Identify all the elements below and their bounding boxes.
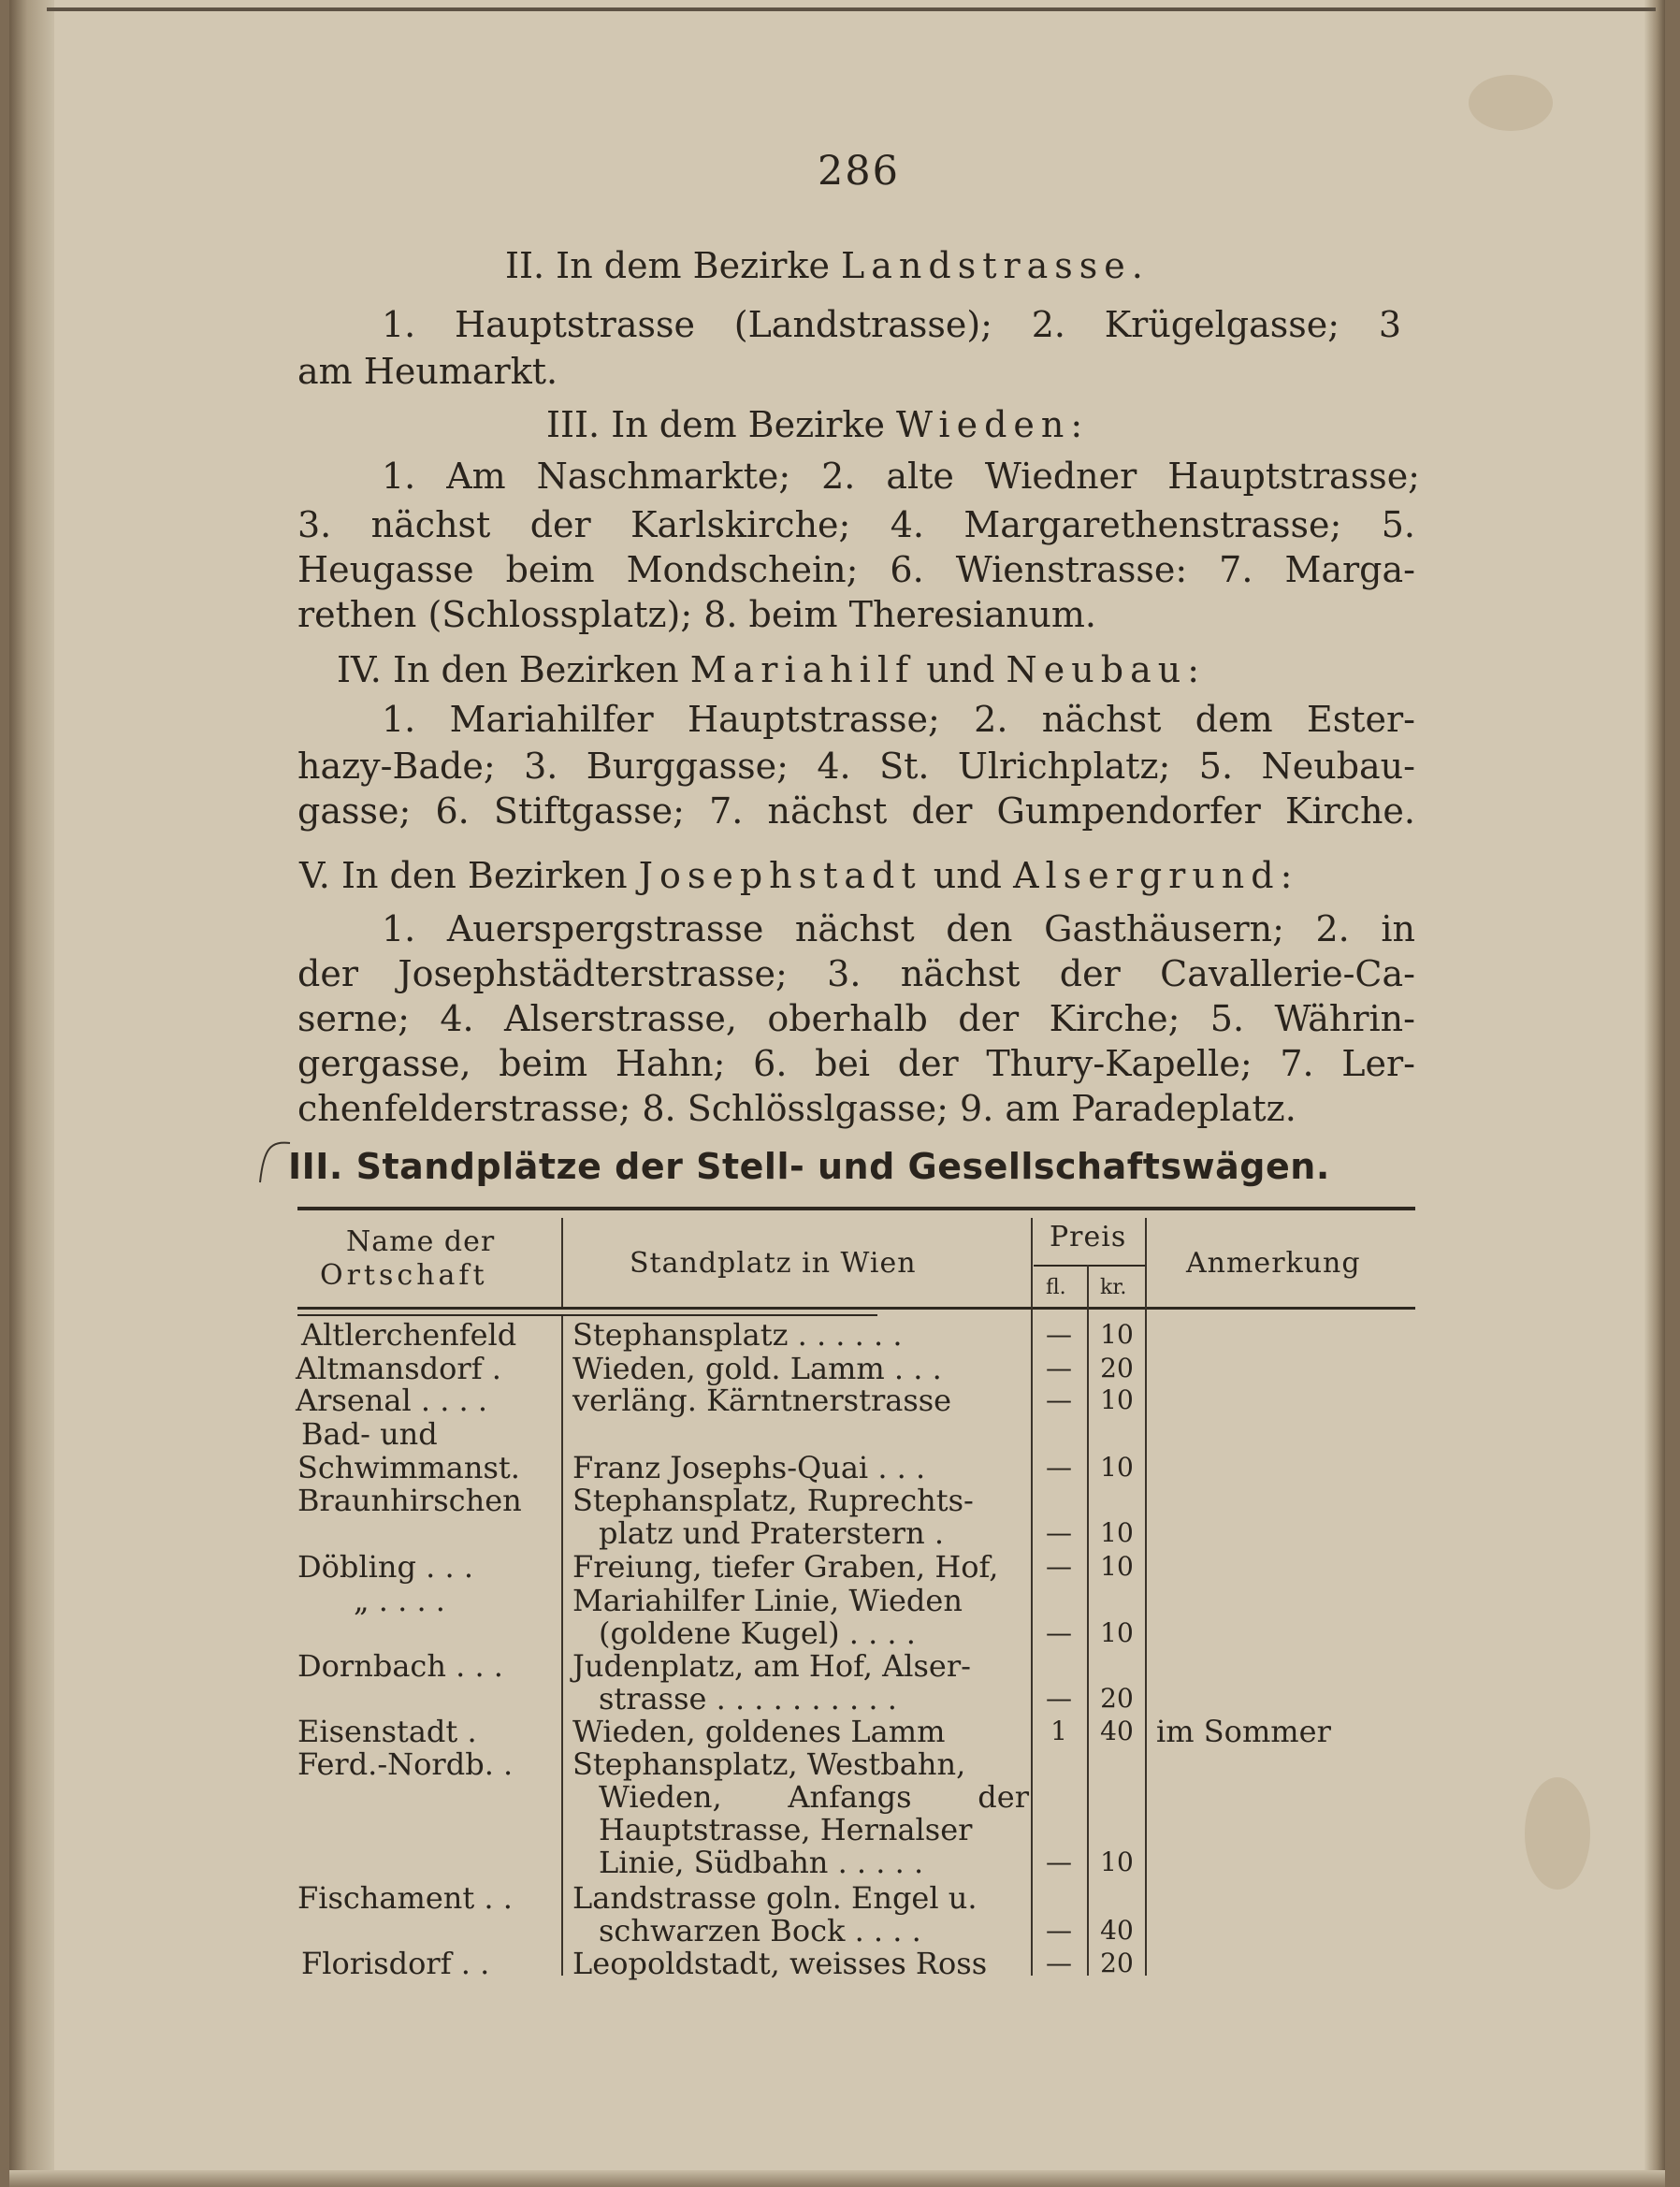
row-kr: 20 bbox=[1100, 1353, 1134, 1383]
text-line: serne; 4. Alserstrasse, oberhalb der Kirche; 5. Währin- bbox=[297, 998, 1415, 1039]
row-fl: — bbox=[1046, 1384, 1072, 1415]
row-name: Dornbach . . . bbox=[297, 1648, 503, 1684]
row-fl: — bbox=[1046, 1847, 1072, 1877]
preis-subrule bbox=[1034, 1265, 1146, 1267]
row-place: Linie, Südbahn . . . . . bbox=[599, 1845, 924, 1880]
row-fl: — bbox=[1046, 1551, 1072, 1582]
row-name: Fischament . . bbox=[297, 1880, 513, 1916]
text-line: gasse; 6. Stiftgasse; 7. nächst der Gumpendorfer Kirche. bbox=[297, 790, 1415, 832]
text-line: 1. Mariahilfer Hauptstrasse; 2. nächst dem Ester- bbox=[382, 699, 1415, 740]
row-name: Ferd.-Nordb. . bbox=[297, 1746, 514, 1782]
row-place: Stephansplatz, Ruprechts- bbox=[572, 1483, 974, 1518]
row-name: Bad- und bbox=[301, 1416, 438, 1452]
row-fl: — bbox=[1046, 1915, 1072, 1946]
header-kr: kr. bbox=[1100, 1276, 1127, 1299]
row-place: Wieden, gold. Lamm . . . bbox=[572, 1351, 942, 1386]
page-number: 286 bbox=[817, 148, 901, 195]
row-name: Altlerchenfeld bbox=[301, 1317, 517, 1353]
text-line: hazy-Bade; 3. Burggasse; 4. St. Ulrichplatz; 5. Neubau- bbox=[297, 746, 1415, 787]
row-place: Stephansplatz . . . . . . bbox=[572, 1317, 903, 1353]
row-place: Leopoldstadt, weisses Ross bbox=[572, 1946, 988, 1981]
text-line: rethen (Schlossplatz); 8. beim Theresianum. bbox=[297, 594, 1096, 635]
row-name: Arsenal . . . . bbox=[296, 1383, 488, 1418]
top-rule bbox=[47, 7, 1656, 11]
row-fl: — bbox=[1046, 1319, 1072, 1350]
section-heading-ii: II. In dem Bezirke Landstrasse. bbox=[505, 245, 1143, 286]
section-heading-iii: III. In dem Bezirke Wieden: bbox=[546, 404, 1083, 445]
row-note: im Sommer bbox=[1156, 1714, 1331, 1749]
text-line: am Heumarkt. bbox=[297, 351, 558, 392]
table-header-subrule bbox=[297, 1314, 877, 1316]
text-line: 3. nächst der Karlskirche; 4. Margarethenstrasse; 5. bbox=[297, 504, 1415, 545]
text-line: 1. Am Naschmarkte; 2. alte Wiedner Hauptstrasse; bbox=[382, 456, 1420, 497]
row-place: Hauptstrasse, Hernalser bbox=[599, 1812, 973, 1847]
row-fl: — bbox=[1046, 1353, 1072, 1383]
header-name-line2: Ortschaft bbox=[320, 1259, 488, 1292]
column-divider bbox=[561, 1218, 563, 1307]
row-place: (goldene Kugel) . . . . bbox=[599, 1615, 916, 1651]
row-kr: 10 bbox=[1100, 1319, 1134, 1350]
paper-stain bbox=[1525, 1777, 1590, 1890]
column-divider bbox=[561, 1316, 563, 1976]
row-fl: — bbox=[1046, 1683, 1072, 1714]
column-divider bbox=[1145, 1218, 1147, 1976]
row-name: Schwimmanst. bbox=[297, 1450, 520, 1485]
page-gutter bbox=[9, 0, 54, 2187]
text-line: Heugasse beim Mondschein; 6. Wienstrasse: 7. Marga- bbox=[297, 549, 1415, 590]
row-name: „ . . . . bbox=[354, 1583, 445, 1618]
row-place: platz und Praterstern . bbox=[599, 1515, 945, 1551]
header-standplatz: Standplatz in Wien bbox=[630, 1247, 917, 1280]
row-place: Judenplatz, am Hof, Alser- bbox=[572, 1648, 971, 1684]
row-place: Wieden, Anfangs der bbox=[599, 1779, 1029, 1815]
row-place: Freiung, tiefer Graben, Hof, bbox=[572, 1549, 999, 1585]
row-fl: — bbox=[1046, 1617, 1072, 1648]
row-place: verläng. Kärntnerstrasse bbox=[572, 1383, 952, 1418]
page-edge bbox=[1644, 0, 1665, 2187]
text-line: 1. Auerspergstrasse nächst den Gasthäusern; 2. in bbox=[382, 908, 1415, 949]
table-title: III. Standplätze der Stell- und Gesellschaftswägen. bbox=[288, 1146, 1330, 1187]
row-fl: — bbox=[1046, 1948, 1072, 1978]
row-place: Wieden, goldenes Lamm bbox=[572, 1714, 946, 1749]
paper-stain bbox=[1469, 75, 1553, 131]
row-fl: 1 bbox=[1050, 1716, 1067, 1746]
row-kr: 10 bbox=[1100, 1617, 1134, 1648]
row-name: Braunhirschen bbox=[297, 1483, 522, 1518]
row-kr: 10 bbox=[1100, 1452, 1134, 1483]
row-kr: 20 bbox=[1100, 1948, 1134, 1978]
row-place: Franz Josephs-Quai . . . bbox=[572, 1450, 926, 1485]
row-fl: — bbox=[1046, 1452, 1072, 1483]
text-line: gergasse, beim Hahn; 6. bei der Thury-Kapelle; 7. Ler- bbox=[297, 1043, 1415, 1084]
table-header-rule bbox=[297, 1307, 1415, 1310]
text-line: der Josephstädterstrasse; 3. nächst der Cavallerie-Ca- bbox=[297, 953, 1415, 994]
header-preis: Preis bbox=[1050, 1221, 1127, 1253]
header-fl: fl. bbox=[1046, 1276, 1066, 1299]
table-top-rule bbox=[297, 1207, 1415, 1210]
header-name-line1: Name der bbox=[346, 1225, 496, 1258]
text-line: chenfelderstrasse; 8. Schlösslgasse; 9. am Paradeplatz. bbox=[297, 1088, 1296, 1129]
row-name: Döbling . . . bbox=[297, 1549, 473, 1585]
row-place: Stephansplatz, Westbahn, bbox=[572, 1746, 966, 1782]
row-place: schwarzen Bock . . . . bbox=[599, 1913, 921, 1948]
row-name: Florisdorf . . bbox=[301, 1946, 490, 1981]
header-anmerkung: Anmerkung bbox=[1186, 1247, 1361, 1280]
row-fl: — bbox=[1046, 1517, 1072, 1548]
text-line: 1. Hauptstrasse (Landstrasse); 2. Krügelgasse; 3 bbox=[382, 304, 1401, 345]
row-name: Altmansdorf . bbox=[296, 1351, 501, 1386]
row-kr: 10 bbox=[1100, 1384, 1134, 1415]
row-place: Mariahilfer Linie, Wieden bbox=[572, 1583, 963, 1618]
row-kr: 10 bbox=[1100, 1551, 1134, 1582]
row-kr: 40 bbox=[1100, 1915, 1134, 1946]
row-kr: 10 bbox=[1100, 1847, 1134, 1877]
row-kr: 10 bbox=[1100, 1517, 1134, 1548]
pencil-mark-icon bbox=[253, 1139, 292, 1186]
row-place: Landstrasse goln. Engel u. bbox=[572, 1880, 978, 1916]
row-kr: 40 bbox=[1100, 1716, 1134, 1746]
section-heading-iv: IV. In den Bezirken Mariahilf und Neubau: bbox=[337, 649, 1200, 690]
row-kr: 20 bbox=[1100, 1683, 1134, 1714]
row-name: Eisenstadt . bbox=[297, 1714, 477, 1749]
row-place: strasse . . . . . . . . . . bbox=[599, 1681, 897, 1716]
page-bottom-edge bbox=[9, 2170, 1665, 2187]
section-heading-v: V. In den Bezirken Josephstadt und Alsergrund: bbox=[299, 855, 1293, 896]
